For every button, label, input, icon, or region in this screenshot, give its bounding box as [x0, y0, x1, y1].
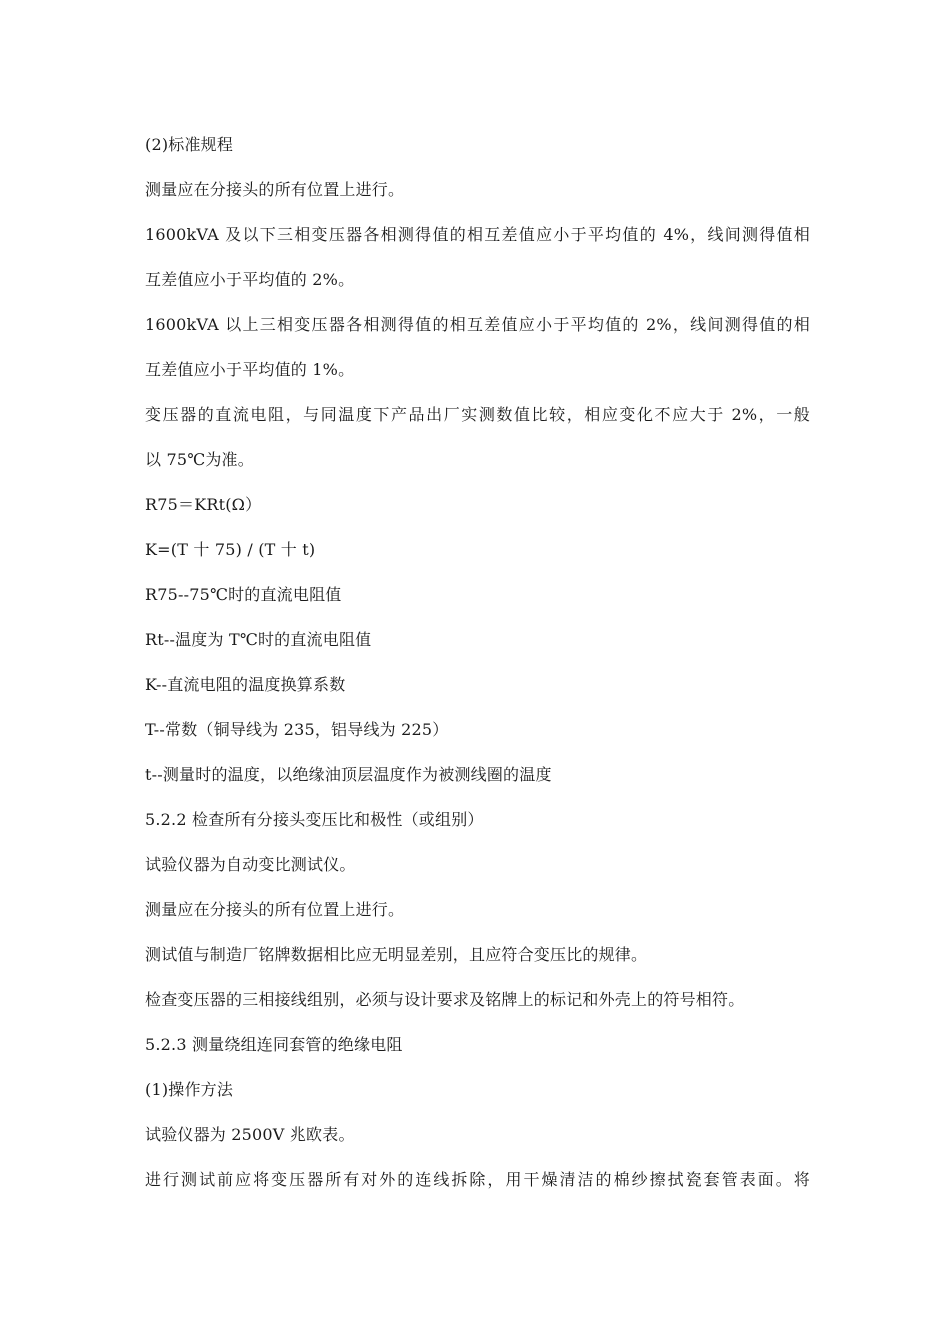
document-body [145, 122, 810, 1202]
definition-line: K--直流电阻的温度换算系数 [145, 675, 346, 694]
paragraph-line: 互差值应小于平均值的 1%。 [145, 360, 355, 379]
definition-line: T--常数（铜导线为 235，铝导线为 225） [145, 720, 449, 739]
paragraph-line: 试验仪器为 2500V 兆欧表。 [145, 1125, 355, 1144]
definition-line: R75--75℃时的直流电阻值 [145, 585, 342, 604]
paragraph-line: 测试值与制造厂铭牌数据相比应无明显差别，且应符合变压比的规律。 [145, 945, 648, 964]
paragraph-line: 进行测试前应将变压器所有对外的连线拆除，用干燥清洁的棉纱擦拭瓷套管表面。将 [145, 1170, 810, 1189]
section-heading-standard-procedure: (2)标准规程 [145, 135, 234, 154]
paragraph-line: 变压器的直流电阻，与同温度下产品出厂实测数值比较，相应变化不应大于 2%，一般 [145, 405, 810, 424]
definition-line: t--测量时的温度，以绝缘油顶层温度作为被测线圈的温度 [145, 765, 552, 784]
paragraph-line: 检查变压器的三相接线组别，必须与设计要求及铭牌上的标记和外壳上的符号相符。 [145, 990, 745, 1009]
formula-k: K=(T 十 75) / (T 十 t) [145, 540, 316, 559]
paragraph-line: 测量应在分接头的所有位置上进行。 [145, 180, 405, 199]
definition-line: Rt--温度为 T℃时的直流电阻值 [145, 630, 372, 649]
paragraph-line: 1600kVA 及以下三相变压器各相测得值的相互差值应小于平均值的 4%，线间测得值相 [145, 225, 810, 244]
section-heading-5-2-3: 5.2.3 测量绕组连同套管的绝缘电阻 [145, 1035, 403, 1054]
paragraph-line: 互差值应小于平均值的 2%。 [145, 270, 355, 289]
paragraph-line: 测量应在分接头的所有位置上进行。 [145, 900, 405, 919]
section-heading-5-2-2: 5.2.2 检查所有分接头变压比和极性（或组别） [145, 810, 484, 829]
paragraph-line: 1600kVA 以上三相变压器各相测得值的相互差值应小于平均值的 2%，线间测得值的相 [145, 315, 810, 334]
paragraph-line: 试验仪器为自动变比测试仪。 [145, 855, 356, 874]
subsection-heading-operation-method: (1)操作方法 [145, 1080, 234, 1099]
formula-r75: R75＝KRt(Ω） [145, 495, 262, 514]
paragraph-line: 以 75℃为准。 [145, 450, 254, 469]
